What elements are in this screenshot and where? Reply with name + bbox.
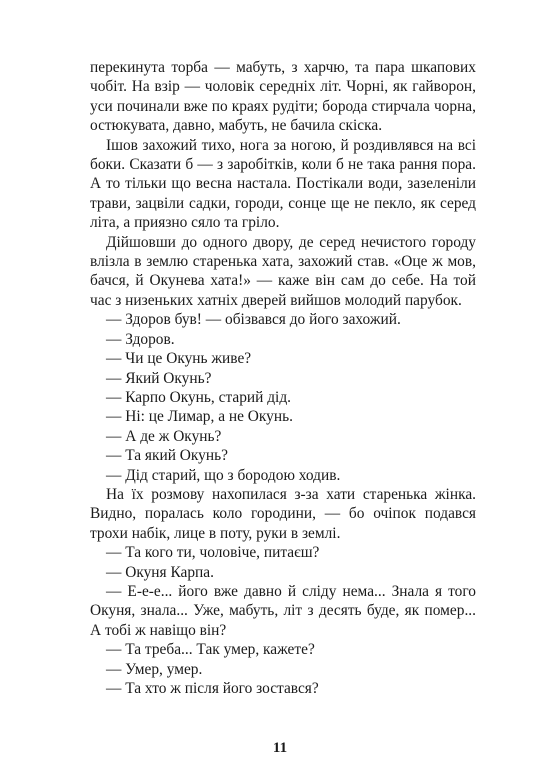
paragraph: перекинута торба — мабуть, з харчю, та пара шкапових чобіт. На взір — чоловік середніх літ. Чорні, як гайворон, уси починали вже по краях рудіти; борода стирчала чорна, остюкувата, давно, мабуть, не бачила скіска.	[90, 59, 476, 135]
dialogue-line: — Ні: це Лимар, а не Окунь.	[106, 408, 293, 426]
dialogue-line: — Окуня Карпа.	[106, 563, 214, 581]
paragraph: Ішов захожий тихо, нога за ногою, й роздивлявся на всі боки. Сказати б — з заробітків, коли б не така рання пора. А то тільки що весна настала. Постікали води, зазеленіли трави, зацвіли садки, городи, сонце ще не пекло, як серед літа, а приязно сяло та гріло.	[90, 136, 476, 232]
dialogue-line: — Чи це Окунь живе?	[106, 350, 252, 368]
dialogue-line: — Карпо Окунь, старий дід.	[106, 388, 292, 406]
dialogue-line: — Та який Окунь?	[106, 447, 228, 465]
dialogue-line: — Дід старий, що з бородою ходив.	[106, 466, 341, 484]
dialogue-line: — Здоров.	[106, 330, 175, 348]
body-text	[90, 58, 476, 698]
page-number: 11	[272, 740, 288, 756]
dialogue-line: — Умер, умер.	[106, 660, 203, 678]
dialogue-line: — Та кого ти, чоловіче, питаєш?	[106, 544, 320, 562]
dialogue-line: — Е-е-е... його вже давно й сліду нема... Знала я того Окуня, знала... Уже, мабуть, літ з десять буде, як помер... А тобі ж навіщо він?	[90, 582, 476, 639]
dialogue-line: — Та хто ж після його зостався?	[106, 680, 319, 697]
dialogue-line: — Здоров був! — обізвався до його захожий.	[106, 311, 401, 329]
dialogue-line: — А де ж Окунь?	[106, 427, 222, 445]
dialogue-line: — Який Окунь?	[106, 369, 212, 387]
paragraph: На їх розмову нахопилася з-за хати старенька жінка. Видно, поралась коло городини, — бо очіпок подався трохи набік, лице в поту, руки в землі.	[90, 485, 476, 542]
paragraph: Дійшовши до одного двору, де серед нечистого городу влізла в землю старенька хата, захожий став. «Оце ж мов, бачся, й Окунева хата!» — каже він сам до себе. На той час з низеньких хатніх дверей вийшов молодий парубок.	[90, 233, 476, 309]
dialogue-line: — Та треба... Так умер, кажете?	[106, 641, 315, 659]
